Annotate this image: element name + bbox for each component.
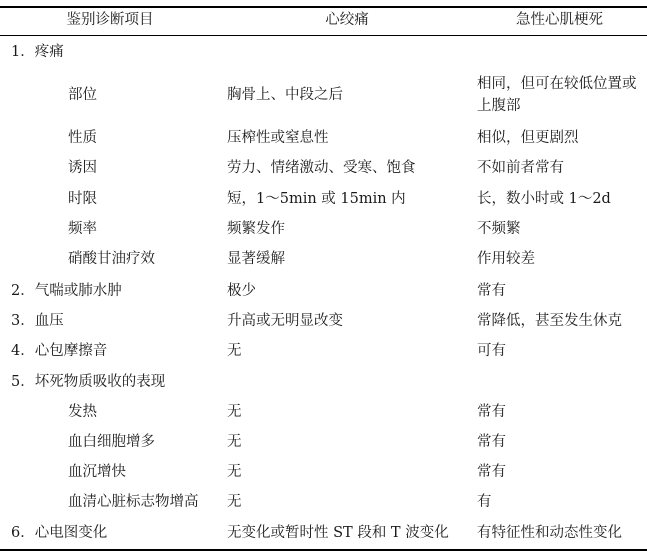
header-ami: 急性心肌梗死 — [516, 12, 603, 28]
row-item: 血清心脏标志物增高 — [68, 494, 199, 510]
row-angina: 无 — [227, 434, 242, 450]
row-item: 性质 — [68, 130, 97, 146]
row-angina: 劳力、情绪激动、受寒、饱食 — [227, 160, 416, 176]
row-ami: 不如前者常有 — [477, 160, 564, 176]
row-ami: 常有 — [477, 283, 506, 299]
row-ami: 长，数小时或 1～2d — [477, 191, 611, 207]
row-item: 部位 — [68, 87, 97, 103]
row-angina: 无 — [227, 464, 242, 480]
row-item: 时限 — [68, 191, 97, 207]
header-angina: 心绞痛 — [325, 12, 369, 28]
row-angina: 无 — [227, 343, 242, 359]
row-angina: 极少 — [227, 283, 256, 299]
row-angina: 无 — [227, 404, 242, 420]
row-angina: 胸骨上、中段之后 — [227, 87, 343, 103]
header-diagnosis-item: 鉴别诊断项目 — [66, 12, 154, 28]
row-ami: 可有 — [477, 343, 506, 359]
row-angina: 无 — [227, 494, 242, 510]
row-item: 诱因 — [68, 160, 97, 176]
row-angina: 短，1～5min 或 15min 内 — [227, 191, 406, 207]
table-top-rule — [0, 6, 647, 8]
row-item: 4．心包摩擦音 — [11, 343, 108, 359]
row-ami: 作用较差 — [477, 251, 535, 267]
table-bottom-rule — [0, 549, 647, 551]
row-item: 1．疼痛 — [11, 44, 64, 60]
row-angina: 显著缓解 — [227, 251, 285, 267]
row-ami: 有特征性和动态性变化 — [477, 525, 622, 541]
row-angina: 压榨性或窒息性 — [227, 130, 329, 146]
row-ami: 常有 — [477, 404, 506, 420]
row-ami: 不频繁 — [477, 221, 521, 237]
row-ami: 常有 — [477, 434, 506, 450]
row-ami: 常降低，甚至发生休克 — [477, 313, 622, 329]
row-angina: 频繁发作 — [227, 221, 285, 237]
row-angina: 无变化或暂时性 ST 段和 T 波变化 — [227, 525, 449, 541]
row-item: 5．坏死物质吸收的表现 — [11, 374, 166, 390]
row-item: 3．血压 — [11, 313, 64, 329]
row-item: 2．气喘或肺水肿 — [11, 283, 122, 299]
row-ami: 有 — [477, 494, 492, 510]
row-ami: 相似，但更剧烈 — [477, 130, 579, 146]
row-ami: 常有 — [477, 464, 506, 480]
row-angina: 升高或无明显改变 — [227, 313, 343, 329]
row-item: 硝酸甘油疗效 — [68, 251, 155, 267]
row-ami: 相同，但可在较低位置或上腹部 — [477, 76, 637, 114]
row-item: 发热 — [68, 404, 97, 420]
row-item: 血沉增快 — [68, 464, 126, 480]
row-item: 频率 — [68, 221, 97, 237]
table-header-rule — [0, 35, 647, 36]
row-item: 血白细胞增多 — [68, 434, 155, 450]
row-item: 6．心电图变化 — [11, 525, 108, 541]
